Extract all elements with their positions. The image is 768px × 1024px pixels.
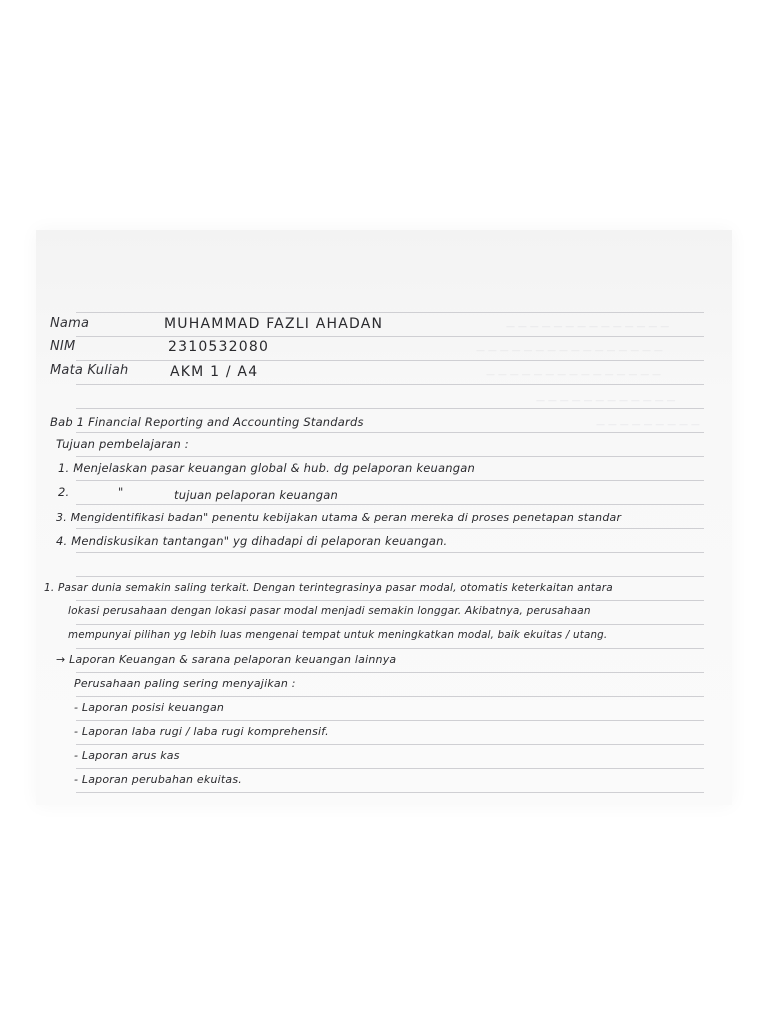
ruled-line bbox=[76, 528, 704, 529]
objective-2-number: 2. bbox=[58, 485, 70, 499]
ruled-line bbox=[76, 624, 704, 625]
ditto-mark: " bbox=[118, 485, 124, 499]
show-through-text: — — — — — — — — — — — — — — — — bbox=[476, 346, 663, 356]
ruled-line bbox=[76, 408, 704, 409]
objective-1: 1. Menjelaskan pasar keuangan global & hub. dg pelaporan keuangan bbox=[58, 461, 475, 475]
ruled-line bbox=[76, 480, 704, 481]
ruled-line bbox=[76, 672, 704, 673]
name-label: Nama bbox=[50, 316, 90, 331]
nim-value: 2310532080 bbox=[168, 339, 270, 355]
report-item: - Laporan perubahan ekuitas. bbox=[74, 773, 242, 786]
ruled-line bbox=[76, 648, 704, 649]
ruled-line bbox=[76, 552, 704, 553]
course-value: AKM 1 / A4 bbox=[170, 364, 259, 380]
course-label: Mata Kuliah bbox=[50, 363, 129, 378]
ruled-line bbox=[76, 504, 704, 505]
arrow-note-line: → Laporan Keuangan & sarana pelaporan keuangan lainnya bbox=[56, 653, 397, 666]
ruled-line bbox=[76, 768, 704, 769]
show-through-text: — — — — — — — — — bbox=[596, 420, 700, 430]
ruled-line bbox=[76, 696, 704, 697]
ruled-line bbox=[76, 456, 704, 457]
ruled-line bbox=[76, 600, 704, 601]
presented-heading: Perusahaan paling sering menyajikan : bbox=[74, 677, 296, 690]
objective-2-text: tujuan pelaporan keuangan bbox=[174, 488, 338, 502]
objective-3: 3. Mengidentifikasi badan" penentu kebijakan utama & peran mereka di proses penetapan standar bbox=[56, 511, 622, 524]
note-point-1-line-1: 1. Pasar dunia semakin saling terkait. Dengan terintegrasinya pasar modal, otomatis keterkaitan antara bbox=[44, 582, 613, 594]
ruled-line bbox=[76, 576, 704, 577]
show-through-text: — — — — — — — — — — — — — — bbox=[506, 322, 670, 332]
show-through-text: — — — — — — — — — — — — bbox=[536, 396, 676, 406]
ruled-line bbox=[76, 336, 704, 337]
ruled-line bbox=[76, 384, 704, 385]
nim-label: NIM bbox=[50, 339, 76, 354]
show-through-text: — — — — — — — — — — — — — — — bbox=[486, 370, 662, 380]
ruled-line bbox=[76, 792, 704, 793]
ruled-line bbox=[76, 720, 704, 721]
note-point-1-line-2: lokasi perusahaan dengan lokasi pasar modal menjadi semakin longgar. Akibatnya, perusahaan bbox=[68, 605, 591, 617]
ruled-line bbox=[76, 312, 704, 313]
notebook-page bbox=[36, 230, 732, 805]
chapter-title: Bab 1 Financial Reporting and Accounting Standards bbox=[50, 415, 364, 429]
name-value: MUHAMMAD FAZLI AHADAN bbox=[164, 316, 384, 332]
ruled-line bbox=[76, 360, 704, 361]
note-point-1-line-3: mempunyai pilihan yg lebih luas mengenai tempat untuk meningkatkan modal, baik ekuitas / utang. bbox=[68, 629, 608, 641]
report-item: - Laporan laba rugi / laba rugi komprehensif. bbox=[74, 725, 329, 738]
objectives-heading: Tujuan pembelajaran : bbox=[56, 437, 189, 451]
report-item: - Laporan arus kas bbox=[74, 749, 180, 762]
ruled-line bbox=[76, 432, 704, 433]
objective-4: 4. Mendiskusikan tantangan" yg dihadapi di pelaporan keuangan. bbox=[56, 534, 448, 548]
ruled-line bbox=[76, 744, 704, 745]
report-item: - Laporan posisi keuangan bbox=[74, 701, 225, 714]
